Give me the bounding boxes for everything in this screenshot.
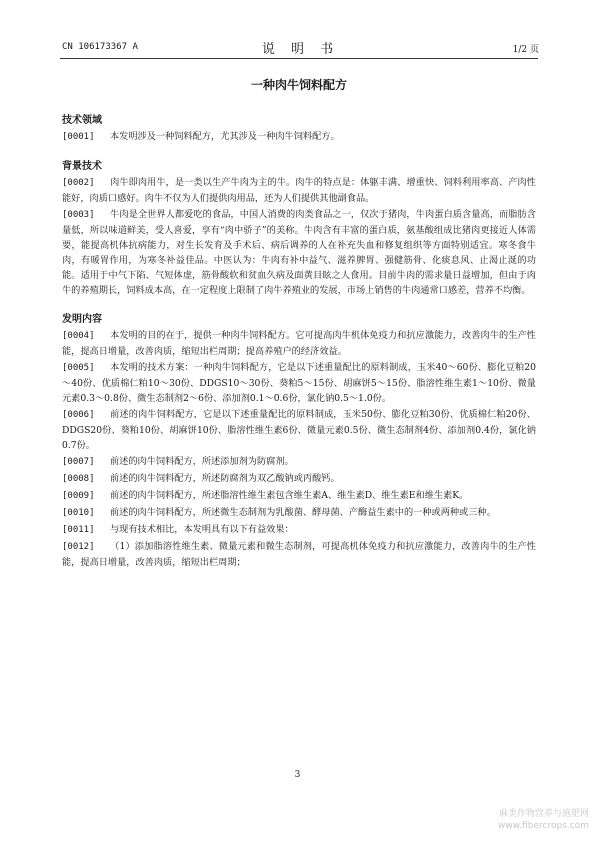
paragraph-number: [0004] [62, 331, 95, 341]
paragraph [62, 471, 536, 487]
paragraph-text: 牛肉是全世界人都爱吃的食品，中国人消费的肉类食品之一，仅次于猪肉，牛肉蛋白质含量高，而脂肪含量低，所以味道鲜美，受人喜爱，享有“肉中骄子”的美称。牛肉含有丰富的蛋白质，氨基酸组成比猪肉更接近人体需要，能提高机体抗病能力，对生长发育及手术后、病后调养的人在补充失血和修复组织等方面特别适宜。寒冬食牛肉，有暖胃作用，为寒冬补益佳品。中医认为：牛肉有补中益气、滋养脾胃、强健筋骨、化痰息风、止渴止涎的功能。适用于中气下陷、气短体虚，筋骨酸软和贫血久病及面黄目眩之人食用。目前牛肉的需求量日益增加，但由于肉牛的养殖期长，饲料成本高，在一定程度上限制了肉牛养殖业的发展，市场上销售的牛肉通常口感差，营养不均衡。 [62, 209, 536, 296]
watermark-url: www.fibercrops.com [498, 821, 589, 831]
paragraph-text: 前述的肉牛饲料配方，所述添加剂为防腐剂。 [110, 456, 294, 467]
paragraph-number: [0010] [62, 508, 95, 518]
paragraph-text: 前述的肉牛饲料配方，它是以下述重量配比的原料制成，玉米50份、膨化豆粕30份、优质棉仁粕20份、DDGS20份、葵粕10份、胡麻饼10份、脂溶性维生素6份、微量元素0.5份、微生态制剂4份、添加剂0.4份，氯化钠0.7份。 [62, 409, 536, 451]
paragraph [62, 539, 536, 570]
paragraph-number: [0012] [62, 542, 95, 552]
paragraph [62, 129, 536, 145]
paragraph-text: 本发明的目的在于，提供一种肉牛饲料配方。它可提高肉牛机体免疫力和抗应激能力，改善肉牛的生产性能，提高日增量，改善肉质，缩短出栏周期；提高养殖户的经济效益。 [62, 330, 536, 357]
paragraph-text: 与现有技术相比，本发明具有以下有益效果： [110, 524, 294, 535]
paragraph-text: 前述的肉牛饲料配方，所述脂溶性维生素包含维生素A、维生素D、维生素E和维生素K。 [110, 490, 469, 501]
paragraph-text: 肉牛即肉用牛，是一类以生产牛肉为主的牛。肉牛的特点是：体躯丰满、增重快、饲料利用率高、产肉性能好，肉质口感好。肉牛不仅为人们提供肉用品，还为人们提供其他副食品。 [62, 177, 536, 204]
paragraph-number: [0006] [62, 410, 95, 420]
paragraph [62, 488, 536, 504]
paragraph [62, 175, 536, 206]
paragraph [62, 505, 536, 521]
page-header [62, 38, 539, 58]
section-heading: 技术领域 [62, 115, 102, 126]
paragraph-number: [0007] [62, 457, 95, 467]
paragraph-text: 本发明涉及一种饲料配方，尤其涉及一种肉牛饲料配方。 [110, 131, 340, 142]
paragraph-number: [0011] [62, 525, 95, 535]
paragraph [62, 407, 536, 453]
paragraph-text: （1）添加脂溶性维生素、微量元素和微生态制剂，可提高机体免疫力和抗应激能力，改善肉牛的生产性能，提高日增量，改善肉质，缩短出栏周期； [62, 541, 536, 568]
paragraph-number: [0005] [62, 363, 95, 373]
paragraph-text: 前述的肉牛饲料配方，所述防腐剂为双乙酸钠或丙酸钙。 [110, 473, 340, 484]
paragraph-number: [0003] [62, 210, 95, 220]
watermark [498, 808, 589, 832]
header-rule [60, 58, 538, 59]
paragraph [62, 522, 536, 538]
paragraph-number: [0002] [62, 178, 95, 188]
paragraph [62, 328, 536, 359]
watermark-name: 麻类作物营养与施肥网 [498, 809, 589, 819]
document-body [62, 76, 536, 571]
section-heading: 发明内容 [62, 314, 102, 325]
paragraph-text: 前述的肉牛饲料配方，所述微生态制剂为乳酸菌、酵母菌、产酶益生素中的一种或两种或三种。 [110, 507, 496, 518]
page-info: 1/2 页 [512, 45, 539, 55]
page-number: 3 [294, 770, 301, 780]
patent-title: 一种肉牛饲料配方 [250, 78, 347, 92]
paragraph-text: 本发明的技术方案：一种肉牛饲料配方，它是以下述重量配比的原料制成，玉米40～60份、膨化豆粕20～40份、优质棉仁粕10～30份、DDGS10～30份、葵粕5～15份、胡麻饼5～15份、脂溶性维生素1～10份、微量元素0.3～0.8份、微生态制剂2～6份、添加剂0.1～0.6份，氯化钠0.5～1.0份。 [62, 362, 536, 404]
document-type-title: 说 明 书 [261, 42, 340, 57]
section-heading: 背景技术 [62, 161, 102, 172]
paragraph-number: [0009] [62, 491, 95, 501]
publication-number: CN 106173367 A [62, 42, 138, 52]
paragraph [62, 207, 536, 298]
paragraph [62, 454, 536, 470]
paragraph-number: [0001] [62, 132, 95, 142]
paragraph [62, 360, 536, 406]
paragraph-number: [0008] [62, 474, 95, 484]
